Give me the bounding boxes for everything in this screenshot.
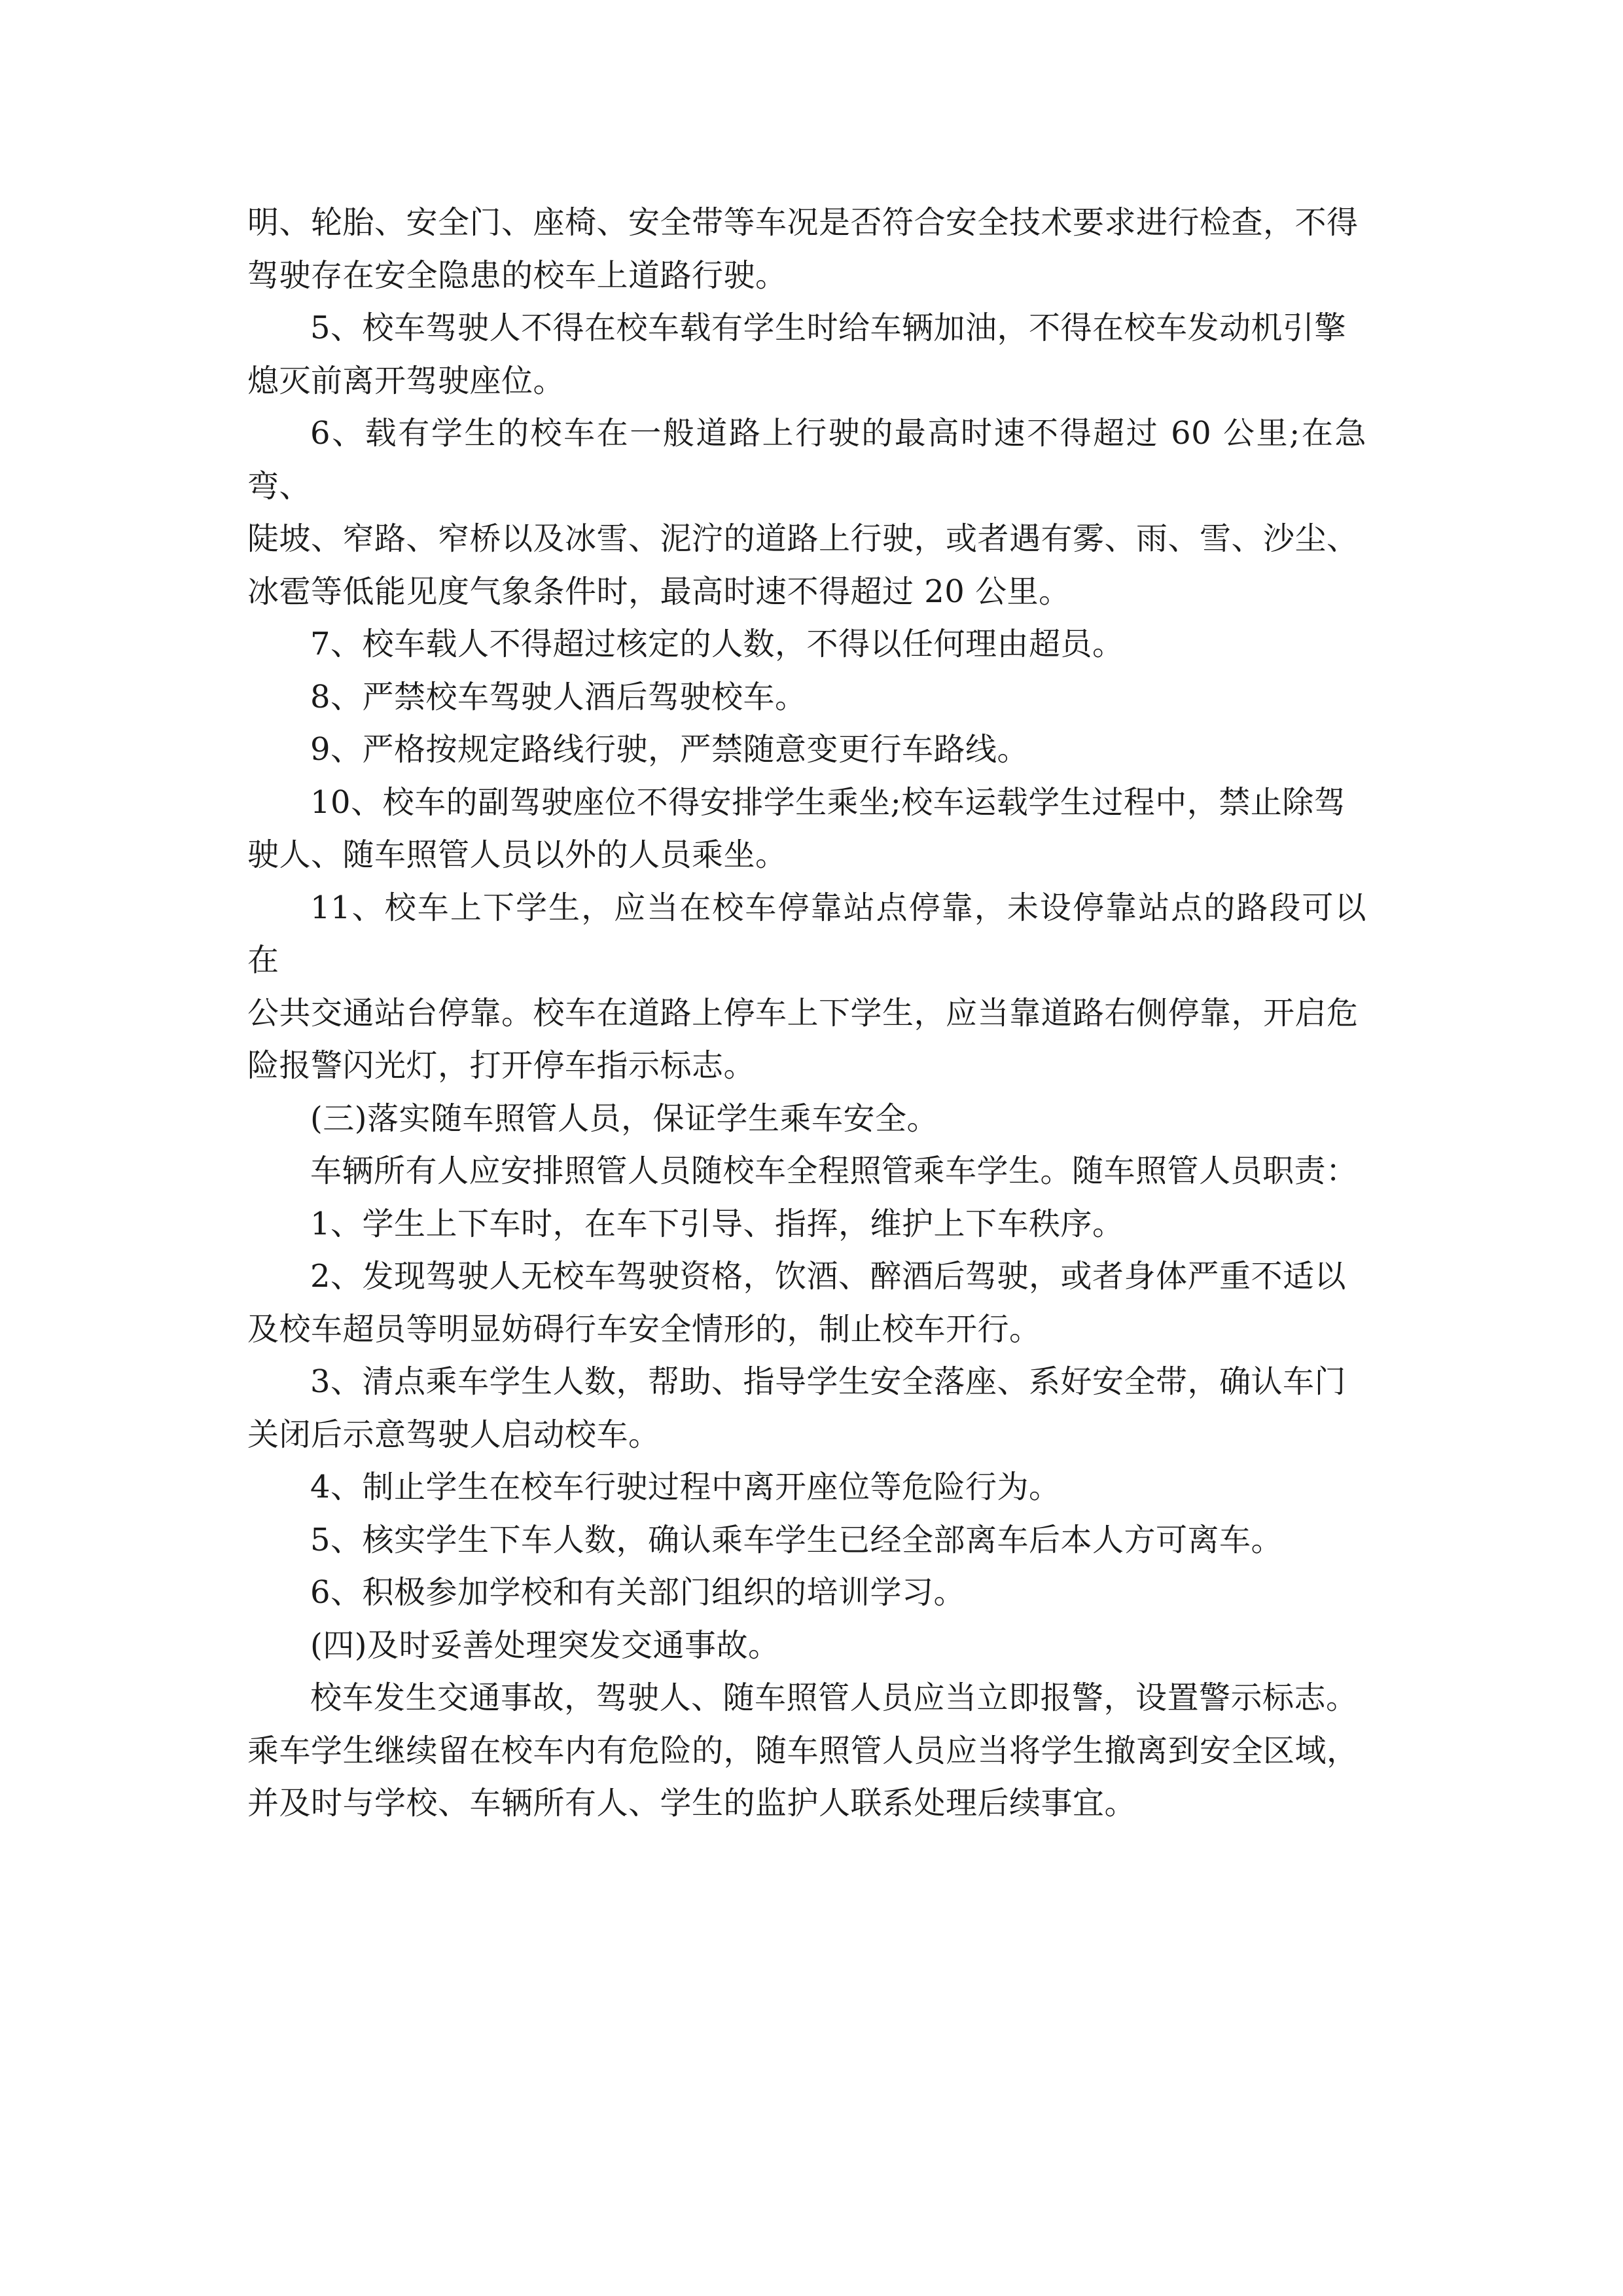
text-line: 驾驶存在安全隐患的校车上道路行驶。 <box>247 257 787 294</box>
text-line: 2、发现驾驶人无校车驾驶资格，饮酒、醉酒后驾驶，或者身体严重不适以 <box>310 1258 1347 1295</box>
text-line: 5、核实学生下车人数，确认乘车学生已经全部离车后本人方可离车。 <box>310 1521 1283 1558</box>
paragraph-duty-2 <box>247 1250 1366 1355</box>
paragraph-section-3 <box>247 1092 1366 1145</box>
text-line: 4、制止学生在校车行驶过程中离开座位等危险行为。 <box>310 1469 1061 1505</box>
text-line: 1、学生上下车时，在车下引导、指挥，维护上下车秩序。 <box>310 1205 1124 1242</box>
text-line: 8、严禁校车驾驶人酒后驾驶校车。 <box>310 678 807 715</box>
text-line: 关闭后示意驾驶人启动校车。 <box>247 1416 660 1453</box>
paragraph-section-4 <box>247 1619 1366 1672</box>
text-line: 熄灭前离开驾驶座位。 <box>247 362 565 399</box>
paragraph-duty-1 <box>247 1198 1366 1251</box>
text-line: 11、校车上下学生，应当在校车停靠站点停靠，未设停靠站点的路段可以在 <box>247 889 1366 978</box>
paragraph-item-6 <box>247 407 1366 618</box>
text-line: 6、载有学生的校车在一般道路上行驶的最高时速不得超过 60 公里;在急弯、 <box>247 415 1366 505</box>
paragraph-item-7 <box>247 618 1366 671</box>
paragraph-duty-5 <box>247 1514 1366 1567</box>
text-line: 驶人、随车照管人员以外的人员乘坐。 <box>247 836 787 873</box>
text-line: (四)及时妥善处理突发交通事故。 <box>310 1626 780 1664</box>
text-line: 10、校车的副驾驶座位不得安排学生乘坐;校车运载学生过程中，禁止除驾 <box>310 783 1346 821</box>
paragraph-duty-4 <box>247 1461 1366 1514</box>
paragraph-duty-6 <box>247 1566 1366 1619</box>
paragraph-continuation <box>247 196 1366 302</box>
text-line: 9、严格按规定路线行驶，严禁随意变更行车路线。 <box>310 731 1029 768</box>
text-line: 冰雹等低能见度气象条件时，最高时速不得超过 20 公里。 <box>247 573 1071 610</box>
paragraph-section-4-body <box>247 1672 1366 1830</box>
text-line: 3、清点乘车学生人数，帮助、指导学生安全落座、系好安全带，确认车门 <box>310 1363 1347 1400</box>
paragraph-section-3-intro <box>247 1145 1366 1198</box>
text-line: (三)落实随车照管人员，保证学生乘车安全。 <box>310 1100 938 1137</box>
text-line: 明、轮胎、安全门、座椅、安全带等车况是否符合安全技术要求进行检查，不得 <box>247 204 1359 241</box>
text-line: 6、积极参加学校和有关部门组织的培训学习。 <box>310 1574 966 1611</box>
paragraph-item-8 <box>247 671 1366 724</box>
text-line: 险报警闪光灯，打开停车指示标志。 <box>247 1047 756 1084</box>
text-line: 车辆所有人应安排照管人员随校车全程照管乘车学生。随车照管人员职责： <box>310 1153 1358 1189</box>
paragraph-item-5 <box>247 302 1366 407</box>
text-line: 及校车超员等明显妨碍行车安全情形的，制止校车开行。 <box>247 1310 1041 1348</box>
text-line: 陡坡、窄路、窄桥以及冰雪、泥泞的道路上行驶，或者遇有雾、雨、雪、沙尘、 <box>247 520 1359 557</box>
paragraph-item-9 <box>247 723 1366 776</box>
document-body <box>247 196 1366 1830</box>
text-line: 校车发生交通事故，驾驶人、随车照管人员应当立即报警，设置警示标志。 <box>310 1679 1358 1716</box>
paragraph-item-10 <box>247 776 1366 882</box>
text-line: 公共交通站台停靠。校车在道路上停车上下学生，应当靠道路右侧停靠，开启危 <box>247 994 1359 1031</box>
text-line: 并及时与学校、车辆所有人、学生的监护人联系处理后续事宜。 <box>247 1785 1137 1821</box>
text-line: 5、校车驾驶人不得在校车载有学生时给车辆加油，不得在校车发动机引擎 <box>310 310 1347 346</box>
text-line: 乘车学生继续留在校车内有危险的，随车照管人员应当将学生撤离到安全区域， <box>247 1732 1359 1769</box>
paragraph-duty-3 <box>247 1355 1366 1461</box>
paragraph-item-11 <box>247 882 1366 1092</box>
text-line: 7、校车载人不得超过核定的人数，不得以任何理由超员。 <box>310 626 1124 662</box>
